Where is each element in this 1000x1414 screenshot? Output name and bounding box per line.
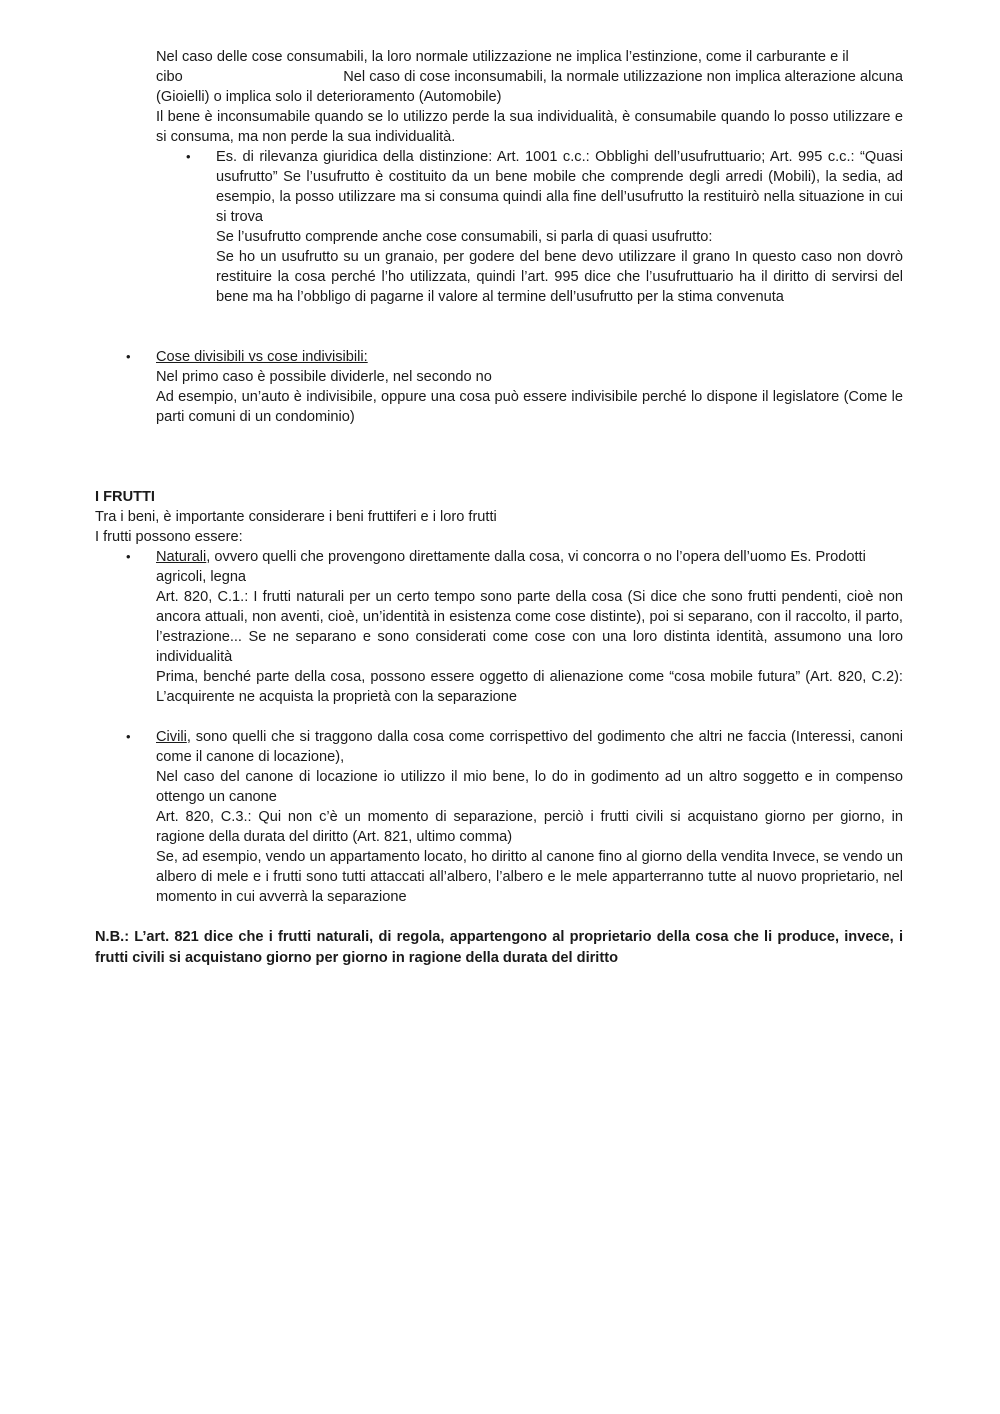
bullet-naturali: • [126,549,131,564]
divisibili-p1: Nel primo caso è possibile dividerle, nel secondo no [156,369,492,385]
bullet-civili: • [126,729,131,744]
divisibili-p2: Ad esempio, un’auto è indivisibile, oppure una cosa può essere indivisibile perché lo dispone il legislatore (Come le parti comuni di un condominio) [156,389,903,425]
civili-intro [156,727,903,767]
frutti-title: I FRUTTI [95,489,155,505]
usufrutto-p1: Es. di rilevanza giuridica della distinzione: Art. 1001 c.c.: Obblighi dell’usufruttuario; Art. 995 c.c.: “Quasi usufrutto” Se l’usufrutto è costituito da un bene mobile che comprende degli arredi (Mobili), la sedia, ad esempio, la posso utilizzare ma si consuma quindi alla fine dell’usufrutto la restituirò nella situazione in cui si trova [216,149,903,225]
nota-bene: N.B.: L’art. 821 dice che i frutti naturali, di regola, appartengono al proprietario della cosa che li produce, invece, i frutti civili si acquistano giorno per giorno in ragione della durata del diritto [95,929,903,966]
civili-p2: Art. 820, C.3.: Qui non c’è un momento di separazione, perciò i frutti civili si acquistano giorno per giorno, in ragione della durata del diritto (Art. 821, ultimo comma) [156,809,903,845]
consumabili-line1: Nel caso delle cose consumabili, la loro normale utilizzazione ne implica l’estinzione, come il carburante e il [156,49,849,65]
divisibili-heading: Cose divisibili vs cose indivisibili: [156,349,368,365]
consumabili-para2: Il bene è inconsumabile quando se lo utilizzo perde la sua individualità, è consumabile quando lo posso utilizzare e si consuma, ma non perde la sua individualità. [156,109,903,145]
civili-rest: , sono quelli che si traggono dalla cosa come corrispettivo del godimento che altri ne faccia (Interessi, canoni come il canone di locazione), [156,729,903,765]
naturali-p2: Prima, benché parte della cosa, possono essere oggetto di alienazione come “cosa mobile futura” (Art. 820, C.2): L’acquirente ne acquista la proprietà con la separazione [156,669,903,705]
civili-p3: Se, ad esempio, vendo un appartamento locato, ho diritto al canone fino al giorno della vendita Invece, se vendo un albero di mele e i frutti sono tutti attaccati all’albero, l’albero e le mele apparterranno tutte al nuovo proprietario, nel momento in cui avverrà la separazione [156,849,903,905]
divisibili-heading-line [156,347,903,367]
bullet-divisibili: • [126,349,131,364]
naturali-intro [156,547,903,587]
usufrutto-p2: Se l’usufrutto comprende anche cose consumabili, si parla di quasi usufrutto: [216,229,713,245]
naturali-rest: , ovvero quelli che provengono direttamente dalla cosa, vi concorra o no l’opera dell’uomo Es. Prodotti agricoli, legna [156,549,866,585]
consumabili-line2b: Nel caso di cose inconsumabili, la normale utilizzazione non implica alterazione alcuna [343,69,903,85]
frutti-intro2: I frutti possono essere: [95,529,243,545]
naturali-p1: Art. 820, C.1.: I frutti naturali per un certo tempo sono parte della cosa (Si dice che sono frutti pendenti, cioè non ancora attuali, non aventi, cioè, un’identità in esistenza come cose distinte), poi si separano, con il raccolto, il parto, l’estrazione... Se ne separano e sono considerati come cose con una loro distinta identità, assumono una loro individualità [156,589,903,665]
civili-label: Civili [156,729,187,745]
frutti-intro1: Tra i beni, è importante considerare i beni fruttiferi e i loro frutti [95,509,497,525]
consumabili-line3: (Gioielli) o implica solo il deterioramento (Automobile) [156,89,502,105]
consumabili-line2 [156,67,903,87]
bullet-usufrutto: • [186,149,191,164]
usufrutto-p3: Se ho un usufrutto su un granaio, per godere del bene devo utilizzare il grano In questo caso non dovrò restituire la cosa perché l’ho utilizzata, quindi l’art. 995 dice che l’usufruttuario ha il diritto di servirsi del bene ma ha l’obbligo di pagarne il valore al termine dell’usufrutto per la stima convenuta [216,249,903,305]
civili-p1: Nel caso del canone di locazione io utilizzo il mio bene, lo do in godimento ad un altro soggetto e in compenso ottengo un canone [156,769,903,805]
naturali-label: Naturali [156,549,207,565]
consumabili-line2a: cibo [156,69,183,85]
